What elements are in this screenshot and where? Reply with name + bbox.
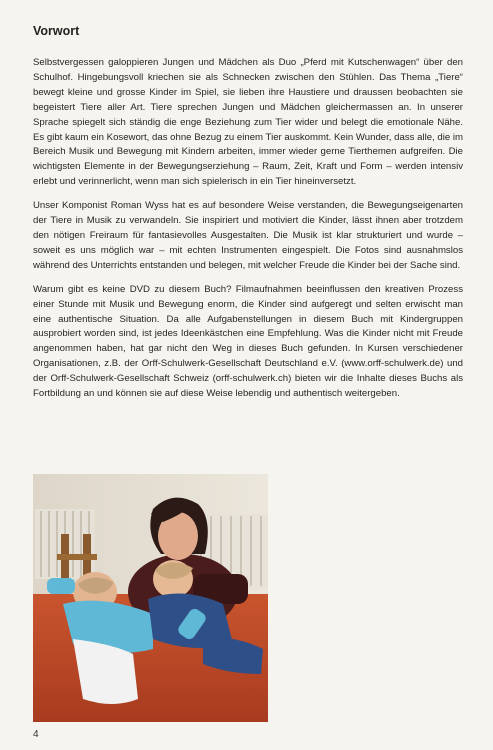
paragraph-3: Warum gibt es keine DVD zu diesem Buch? Filmaufnahmen beeinflussen den kreativen Prozess einer Stunde mit Musik und Bewegung enorm, die Kinder sind aufgeregt und selten erwischt man eine authentische Situation. Da alle Aufgabenstellungen in diesem Buch mit Kindergruppen ausprobiert worden sind, ist jedes Ideenkästchen eine Empfehlung. Was die Kinder nicht mit Freude angenommen haben, hat gar nicht den Weg in dieses Buch gefunden. In Kursen verschiedener Organisationen, z.B. der Orff-Schulwerk-Gesellschaft Deutschland e.V. (www.orff-schulwerk.de) und der Orff-Schulwerk-Gesellschaft Schweiz (orff-schulwerk.ch) bieten wir die Inhalte dieses Buchs als Fortbildung an und können sie auf diese Weise lebendig und authentisch weitergeben. xyxy=(33,283,463,400)
classroom-photo xyxy=(33,474,268,722)
paragraph-1: Selbstvergessen galoppieren Jungen und Mädchen als Duo „Pferd mit Kutschenwagen“ über den Schulhof. Hingebungsvoll kriechen sie als Schnecken zwischen den Stühlen. Das Thema „Tiere“ bewegt kleine und grosse Kinder im Spiel, sie lieben ihre Haustiere und draussen beobachten sie begeistert Tiere aller Art. Tiere sprechen Jungen und Mädchen gleichermassen an. In unserer Sprache spiegelt sich ständig die enge Beziehung zum Tier wider und belegt die emotionale Nähe. Es gibt kaum ein Kosewort, das ohne Bezug zu einem Tier auskommt. Kein Wunder, dass alle, die im Bereich Musik und Bewegung mit Kindern arbeiten, immer wieder gerne Tierthemen aufgreifen. Die wichtigsten Elemente in der Bewegungserziehung – Raum, Zeit, Kraft und Form – werden intensiv erlebt und verinnerlicht, wenn man sich spielerisch in ein Tier hineinversetzt. xyxy=(33,57,463,188)
body-text xyxy=(33,56,463,411)
page-number: 4 xyxy=(33,729,39,740)
photo-illustration xyxy=(33,474,268,722)
section-heading: Vorwort xyxy=(33,24,80,38)
paragraph-2: Unser Komponist Roman Wyss hat es auf besondere Weise verstanden, die Bewegungseigenarten der Tiere in Musik zu verwandeln. Sie inspiriert und motiviert die Kinder, lässt ihnen aber trotzdem den nötigen Freiraum für fantasievolles Ausgestalten. Die Musik ist klar strukturiert und wurde – soweit es uns möglich war – mit echten Instrumenten eingespielt. Die Fotos sind ausnahmslos während des Unterrichts entstanden und belegen, mit welcher Freude die Kinder bei der Sache sind. xyxy=(33,200,463,271)
